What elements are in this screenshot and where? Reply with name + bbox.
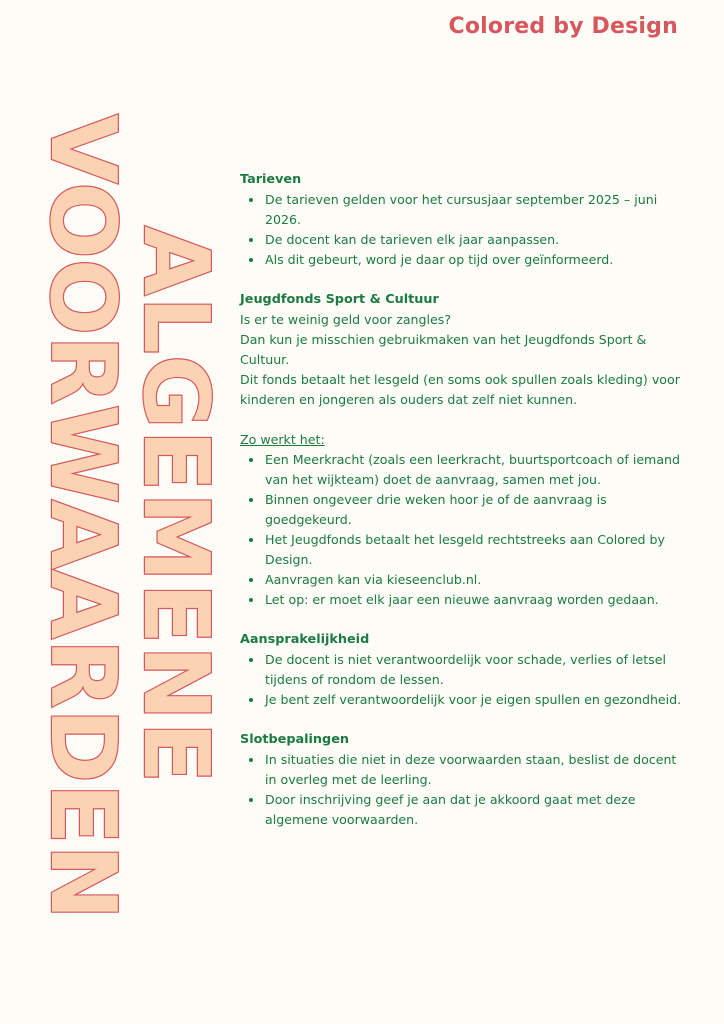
tarieven-list bbox=[240, 190, 682, 270]
section-tarieven bbox=[240, 170, 682, 270]
title-line-algemene: ALGEMENE bbox=[123, 225, 228, 785]
terms-content bbox=[240, 170, 682, 850]
list-item: De docent is niet verantwoordelijk voor schade, verlies of letsel tijdens of rondom de lessen. bbox=[265, 650, 682, 690]
list-item: De tarieven gelden voor het cursusjaar september 2025 – juni 2026. bbox=[265, 190, 682, 230]
aansprakelijkheid-list bbox=[240, 650, 682, 710]
paragraph-line: Dit fonds betaalt het lesgeld (en soms ook spullen zoals kleding) voor kinderen en jongeren als ouders dat zelf niet kunnen. bbox=[240, 372, 680, 407]
list-item: Door inschrijving geef je aan dat je akkoord gaat met deze algemene voorwaarden. bbox=[265, 790, 682, 830]
paragraph-line: Is er te weinig geld voor zangles? bbox=[240, 312, 452, 327]
paragraph-line: Dan kun je misschien gebruikmaken van het Jeugdfonds Sport & Cultuur. bbox=[240, 332, 647, 367]
section-heading-aansprakelijkheid: Aansprakelijkheid bbox=[240, 632, 370, 647]
section-heading-tarieven: Tarieven bbox=[240, 172, 302, 187]
brand-name: Colored by Design bbox=[448, 14, 678, 39]
section-werkwijze bbox=[240, 430, 682, 610]
list-item: In situaties die niet in deze voorwaarden staan, beslist de docent in overleg met de leerling. bbox=[265, 750, 682, 790]
werkwijze-list bbox=[240, 450, 682, 610]
list-item: Je bent zelf verantwoordelijk voor je eigen spullen en gezondheid. bbox=[265, 690, 682, 710]
section-jeugdfonds bbox=[240, 290, 682, 410]
list-item: Binnen ongeveer drie weken hoor je of de aanvraag is goedgekeurd. bbox=[265, 490, 682, 530]
section-heading-jeugdfonds: Jeugdfonds Sport & Cultuur bbox=[240, 292, 439, 307]
list-item: Een Meerkracht (zoals een leerkracht, buurtsportcoach of iemand van het wijkteam) doet de aanvraag, samen met jou. bbox=[265, 450, 682, 490]
section-aansprakelijkheid bbox=[240, 630, 682, 710]
list-item: De docent kan de tarieven elk jaar aanpassen. bbox=[265, 230, 682, 250]
section-slotbepalingen bbox=[240, 730, 682, 830]
list-item: Let op: er moet elk jaar een nieuwe aanvraag worden gedaan. bbox=[265, 590, 682, 610]
section-heading-slotbepalingen: Slotbepalingen bbox=[240, 732, 349, 747]
list-item: Als dit gebeurt, word je daar op tijd over geïnformeerd. bbox=[265, 250, 682, 270]
list-item: Aanvragen kan via kieseenclub.nl. bbox=[265, 570, 682, 590]
subheading-zo-werkt-het: Zo werkt het: bbox=[240, 432, 325, 447]
slotbepalingen-list bbox=[240, 750, 682, 830]
list-item: Het Jeugdfonds betaalt het lesgeld rechtstreeks aan Colored by Design. bbox=[265, 530, 682, 570]
title-line-voorwaarden: VOORWAARDEN bbox=[30, 114, 135, 920]
